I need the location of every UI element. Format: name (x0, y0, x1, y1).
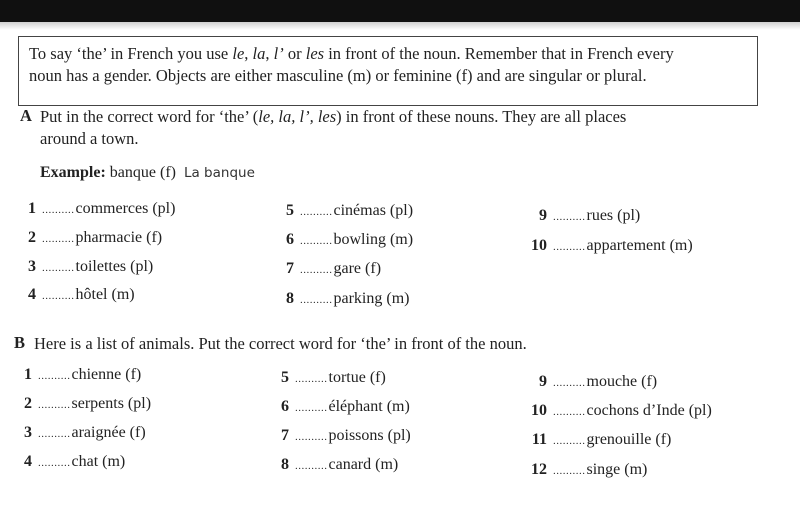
answer-blank[interactable]: .......... (295, 402, 328, 414)
example-answer: La banque (183, 165, 255, 181)
item-noun: toilettes (pl) (75, 258, 154, 275)
section-b-instruction: Here is a list of animals. Put the correct word for ‘the’ in front of the noun. (34, 334, 527, 353)
item-noun: mouche (f) (586, 373, 658, 390)
section-b-item-1 (14, 366, 141, 384)
item-number: 10 (531, 237, 547, 254)
item-number: 4 (24, 453, 32, 470)
section-a-instruction (40, 106, 626, 128)
answer-blank[interactable]: .......... (300, 264, 333, 276)
example (40, 164, 255, 182)
intro-text: in front of the noun. Remember that in French every (324, 44, 674, 63)
section-b-item-5 (271, 369, 386, 387)
item-noun: grenouille (f) (586, 431, 672, 448)
item-noun: poissons (pl) (328, 427, 411, 444)
section-b-item-7 (271, 427, 411, 445)
item-number: 7 (286, 260, 294, 277)
section-b-item-2 (14, 395, 151, 413)
item-number: 2 (28, 229, 36, 246)
example-label: Example: (40, 164, 106, 181)
item-noun: hôtel (m) (75, 286, 135, 303)
intro-or: or (283, 44, 306, 63)
intro-line-1 (29, 43, 747, 65)
section-a-item-4 (18, 286, 135, 304)
answer-blank[interactable]: .......... (42, 204, 75, 216)
section-a-letter: A (20, 106, 32, 125)
answer-blank[interactable]: .......... (38, 370, 71, 382)
answer-blank[interactable]: .......... (295, 431, 328, 443)
item-number: 6 (281, 398, 289, 415)
item-noun: éléphant (m) (328, 398, 410, 415)
item-noun: canard (m) (328, 456, 399, 473)
section-b-item-6 (271, 398, 410, 416)
section-b-item-12 (529, 461, 647, 479)
item-number: 5 (286, 202, 294, 219)
item-number: 11 (531, 431, 547, 448)
item-noun: cinémas (pl) (333, 202, 414, 219)
section-a-item-8 (276, 290, 409, 308)
article-la: la (252, 44, 266, 63)
section-a-item-3 (18, 258, 153, 276)
answer-blank[interactable]: .......... (38, 428, 71, 440)
section-a-articles: le, la, l’, les (258, 107, 337, 126)
section-a-instruction-line2: around a town. (40, 129, 139, 148)
item-number: 7 (281, 427, 289, 444)
section-a-item-2 (18, 229, 162, 247)
item-number: 9 (539, 207, 547, 224)
section-a-item-6 (276, 231, 413, 249)
section-b-item-4 (14, 453, 125, 471)
item-noun: gare (f) (333, 260, 382, 277)
answer-blank[interactable]: .......... (42, 233, 75, 245)
item-noun: parking (m) (333, 290, 410, 307)
top-bar-shadow (0, 22, 800, 30)
item-number: 10 (531, 402, 547, 419)
section-b-item-11 (529, 431, 671, 449)
item-noun: pharmacie (f) (75, 229, 163, 246)
item-number: 1 (28, 200, 36, 217)
item-noun: cochons d’Inde (pl) (586, 402, 712, 419)
answer-blank[interactable]: .......... (295, 373, 328, 385)
answer-blank[interactable]: .......... (553, 377, 586, 389)
item-number: 3 (24, 424, 32, 441)
section-a-text: Put in the correct word for ‘the’ ( (40, 107, 259, 126)
answer-blank[interactable]: .......... (38, 457, 71, 469)
answer-blank[interactable]: .......... (553, 465, 586, 477)
item-number: 5 (281, 369, 289, 386)
example-noun: banque (f) (109, 164, 176, 181)
item-noun: appartement (m) (586, 237, 693, 254)
item-noun: commerces (pl) (75, 200, 176, 217)
item-noun: chat (m) (71, 453, 126, 470)
item-number: 2 (24, 395, 32, 412)
answer-blank[interactable]: .......... (42, 262, 75, 274)
item-noun: chienne (f) (71, 366, 142, 383)
item-number: 8 (286, 290, 294, 307)
section-a-item-7 (276, 260, 381, 278)
article-l: l’ (273, 44, 284, 63)
answer-blank[interactable]: .......... (553, 211, 586, 223)
item-number: 9 (539, 373, 547, 390)
top-dark-bar (0, 0, 800, 22)
section-a-item-9 (529, 207, 640, 225)
answer-blank[interactable]: .......... (300, 294, 333, 306)
item-noun: araignée (f) (71, 424, 146, 441)
separator: , (244, 44, 253, 63)
separator: , (265, 44, 274, 63)
section-a-item-5 (276, 202, 413, 220)
section-b-item-3 (14, 424, 146, 442)
section-a-item-1 (18, 200, 175, 218)
item-noun: singe (m) (586, 461, 648, 478)
section-b-letter: B (14, 333, 26, 352)
section-b-item-8 (271, 456, 398, 474)
intro-text: To say ‘the’ in French you use (29, 44, 233, 63)
item-number: 8 (281, 456, 289, 473)
intro-line-2: noun has a gender. Objects are either masculine (m) or feminine (f) and are singular or plural. (29, 66, 647, 85)
answer-blank[interactable]: .......... (42, 290, 75, 302)
item-number: 6 (286, 231, 294, 248)
answer-blank[interactable]: .......... (553, 406, 586, 418)
answer-blank[interactable]: .......... (295, 460, 328, 472)
article-le: le (232, 44, 245, 63)
item-number: 3 (28, 258, 36, 275)
answer-blank[interactable]: .......... (553, 435, 586, 447)
item-number: 12 (531, 461, 547, 478)
section-a-item-10 (529, 237, 693, 255)
item-noun: serpents (pl) (71, 395, 152, 412)
section-a-text: ) in front of these nouns. They are all places (336, 107, 627, 126)
answer-blank[interactable]: .......... (38, 399, 71, 411)
intro-box (18, 36, 758, 106)
item-number: 1 (24, 366, 32, 383)
item-noun: rues (pl) (586, 207, 641, 224)
answer-blank[interactable]: .......... (300, 235, 333, 247)
section-b-item-10 (529, 402, 712, 420)
item-number: 4 (28, 286, 36, 303)
item-noun: tortue (f) (328, 369, 386, 386)
item-noun: bowling (m) (333, 231, 414, 248)
section-b-item-9 (529, 373, 657, 391)
article-les: les (305, 44, 325, 63)
answer-blank[interactable]: .......... (553, 241, 586, 253)
answer-blank[interactable]: .......... (300, 206, 333, 218)
